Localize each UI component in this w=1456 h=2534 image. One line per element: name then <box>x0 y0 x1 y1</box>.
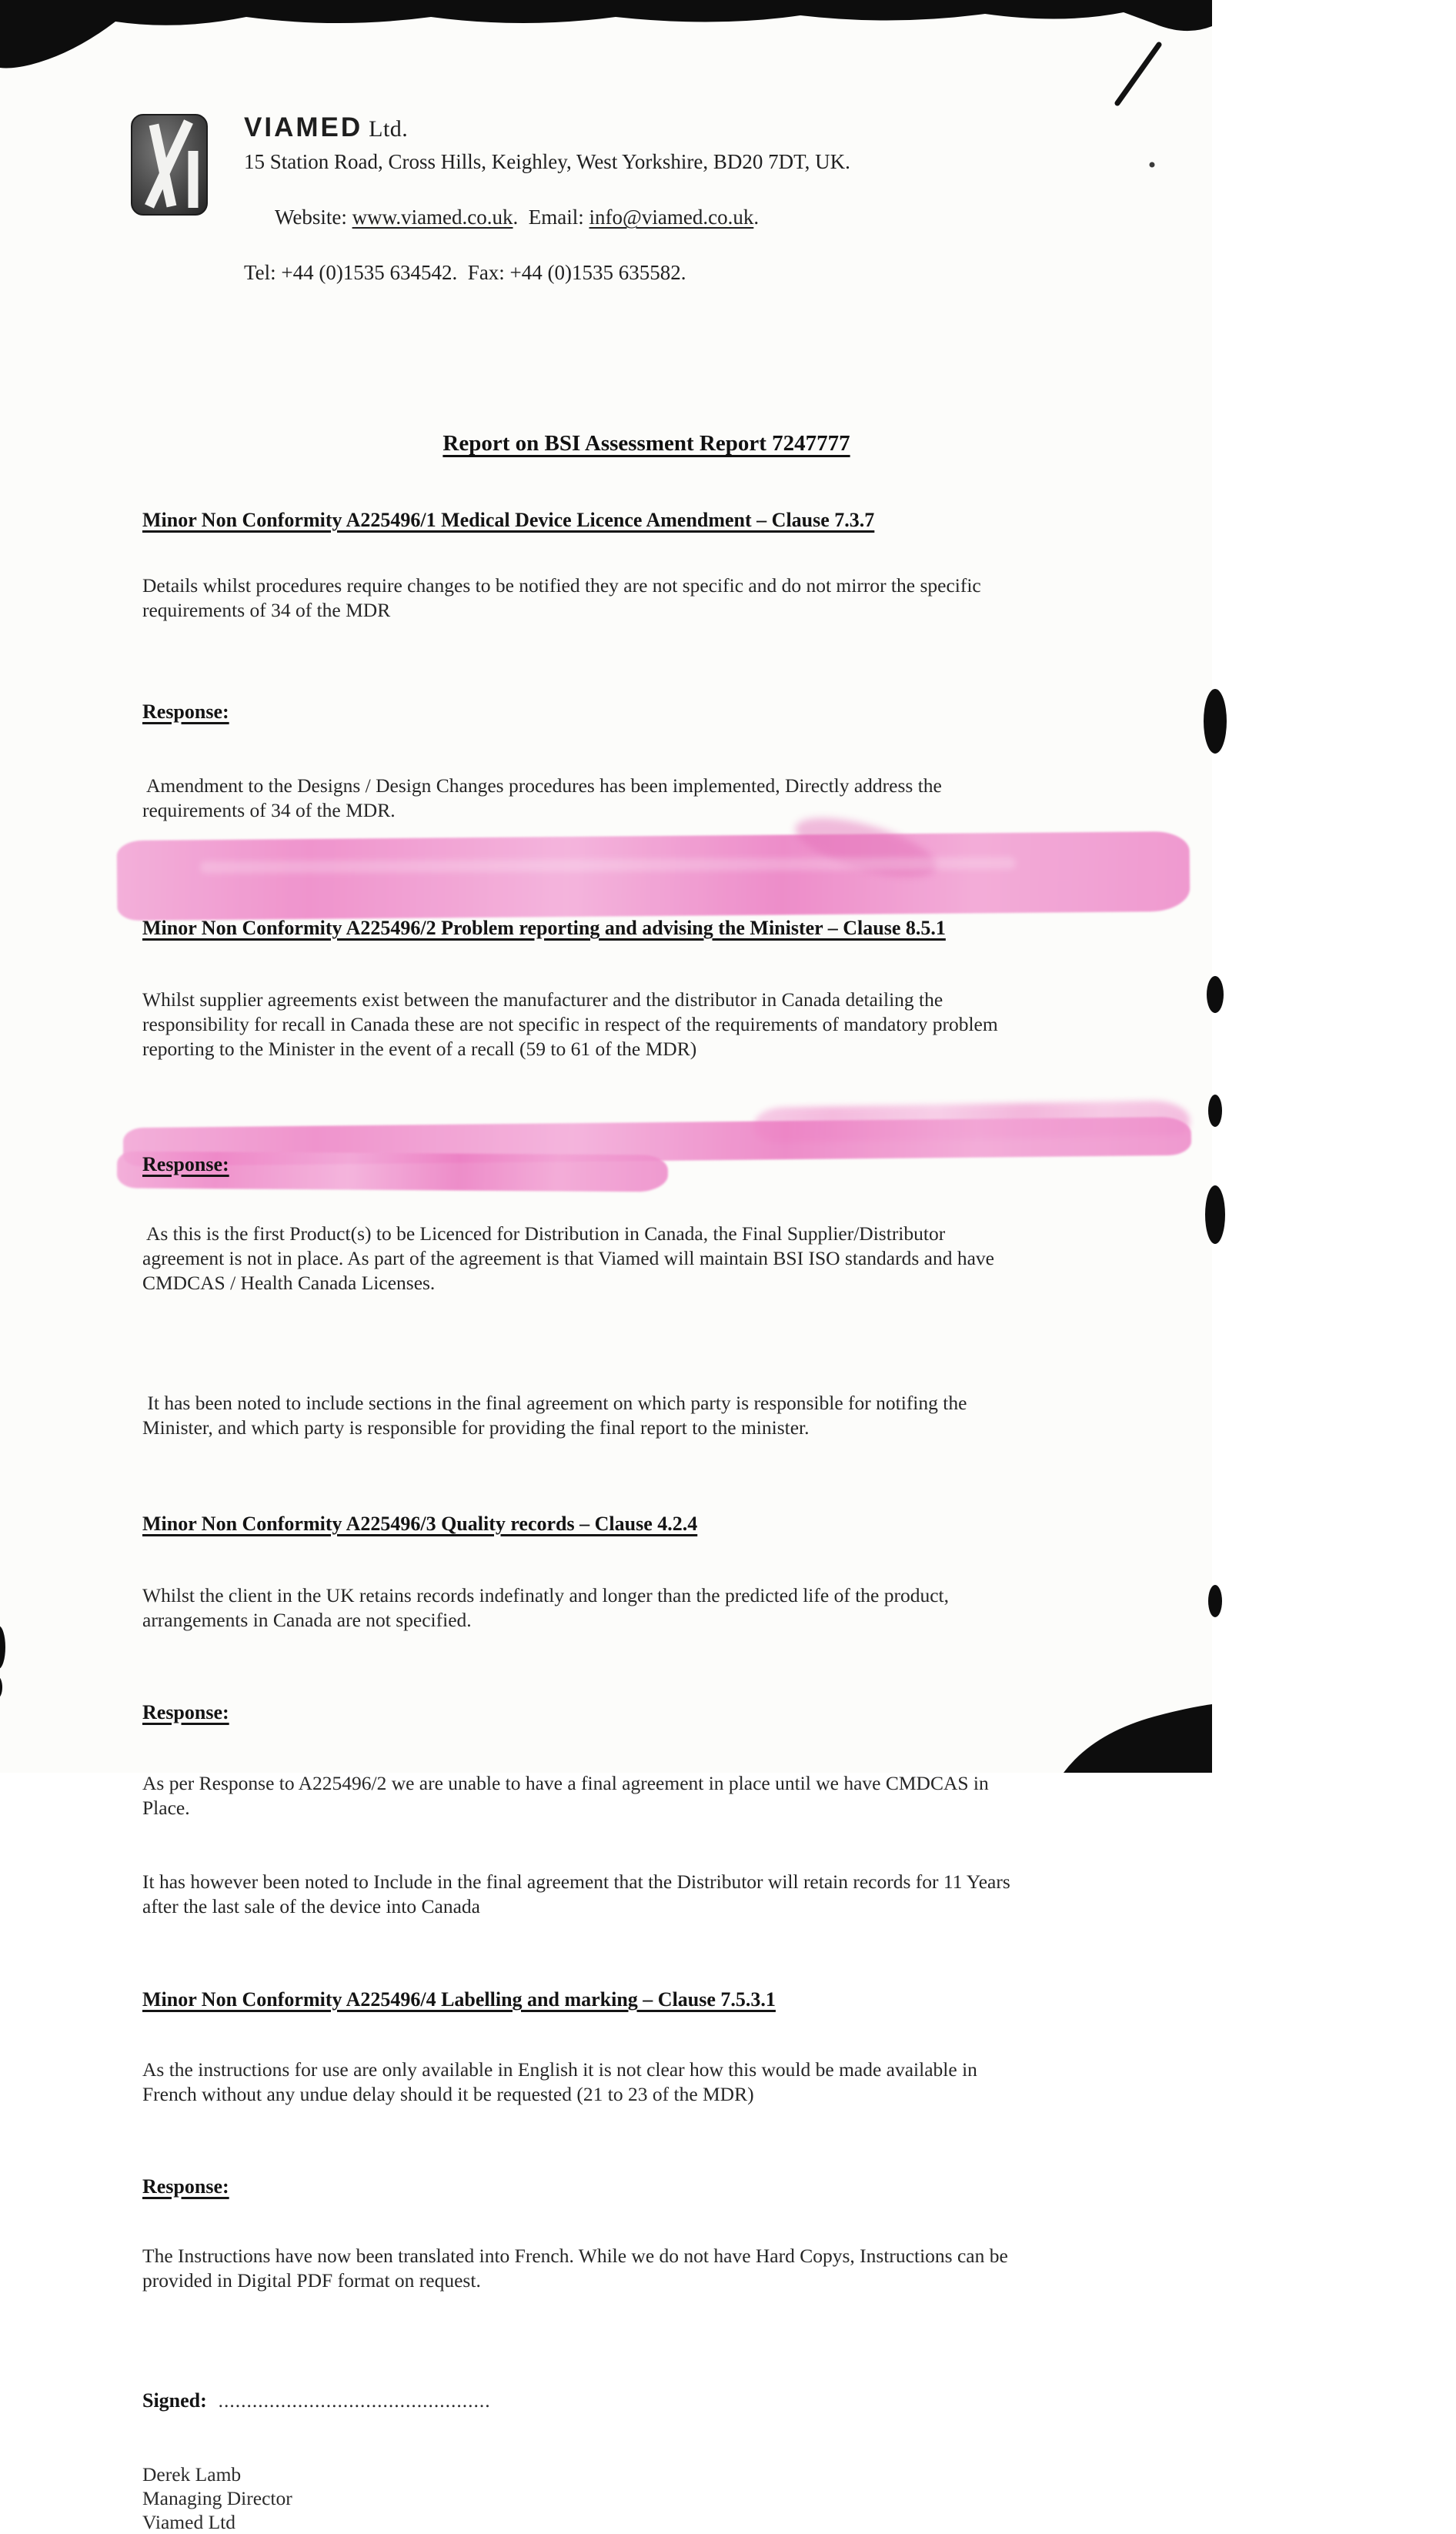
section3-response <box>142 1771 1354 1820</box>
section3-body-line2: arrangements in Canada are not specified. <box>142 1609 472 1631</box>
signatory-name: Derek Lamb <box>142 2463 242 2486</box>
section4-heading: Minor Non Conformity A225496/4 Labelling and marking – Clause 7.5.3.1 <box>142 1988 776 2011</box>
report-title: Report on BSI Assessment Report 7247777 <box>442 431 850 456</box>
section2-response <box>142 1222 1354 1295</box>
viamed-logo <box>131 114 208 216</box>
section1-body-line2: requirements of 34 of the MDR <box>142 599 391 621</box>
section4-response-line2: provided in Digital PDF format on request. <box>142 2269 481 2292</box>
section2-heading: Minor Non Conformity A225496/2 Problem reporting and advising the Minister – Clause 8.5.1 <box>142 917 946 939</box>
section3-response-line2: Place. <box>142 1797 190 1819</box>
section1-response-label: Response: <box>142 700 229 723</box>
company-suffix: Ltd. <box>362 116 409 142</box>
section1-response-line2: requirements of 34 of the MDR. <box>142 799 396 821</box>
signed-line <box>142 2389 1354 2413</box>
tel-fax-line: Tel: +44 (0)1535 634542. Fax: +44 (0)1535 635582. <box>244 261 686 284</box>
company-line <box>244 112 1456 148</box>
web-email-line <box>244 176 1456 259</box>
section3-response-label: Response: <box>142 1701 229 1723</box>
section2-response-line2: agreement is not in place. As part of the agreement is that Viamed will maintain BSI ISO standards and have <box>142 1247 994 1269</box>
website-label: Website: <box>275 206 352 229</box>
section2-response-line3: CMDCAS / Health Canada Licenses. <box>142 1272 436 1294</box>
section3-response-label-wrap <box>142 1701 1354 1724</box>
section2-body-line1: Whilst supplier agreements exist between the manufacturer and the distributor in Canada detailing the <box>142 988 943 1011</box>
scan-artifact-left-nick-2 <box>0 1677 2 1698</box>
section4-body <box>142 2058 1354 2107</box>
section1-body-line1: Details whilst procedures require changes to be notified they are not specific and do not mirror the specific <box>142 574 981 597</box>
scan-artifact-top-band <box>0 0 1212 69</box>
section2-highlight-line2: Minister, and which party is responsible for providing the final report to the minister. <box>142 1416 810 1439</box>
section3-highlight-line2: after the last sale of the device into Canada <box>142 1895 480 1917</box>
section4-response-line1: The Instructions have now been translated into French. While we do not have Hard Copys, Instructions can be <box>142 2245 1008 2267</box>
separator-dot: . <box>513 206 529 229</box>
section2-response-label-wrap <box>142 1153 1354 1176</box>
section2-body-line3: reporting to the Minister in the event of a recall (59 to 61 of the MDR) <box>142 1038 697 1060</box>
section2-body <box>142 988 1354 1061</box>
letterhead <box>244 112 1456 286</box>
scan-artifact-top-right-scratch <box>1117 45 1159 103</box>
website-link[interactable]: www.viamed.co.uk <box>352 206 513 229</box>
section3-response-line1: As per Response to A225496/2 we are unable to have a final agreement in place until we have CMDCAS in <box>142 1772 989 1794</box>
section1-response <box>142 774 1354 823</box>
signature-block <box>142 2462 1354 2534</box>
section4-response-label: Response: <box>142 2175 229 2198</box>
section3-heading: Minor Non Conformity A225496/3 Quality records – Clause 4.2.4 <box>142 1513 698 1535</box>
section2-body-line2: responsibility for recall in Canada these are not specific in respect of the requirements of mandatory problem <box>142 1013 998 1035</box>
email-link[interactable]: info@viamed.co.uk <box>589 206 754 229</box>
highlight-blob-1 <box>117 831 1191 921</box>
separator-dot2: . <box>753 206 760 229</box>
signatory-role: Managing Director <box>142 2487 292 2509</box>
scan-artifact-right-nick-3 <box>1208 1095 1222 1127</box>
section4-body-line2: French without any undue delay should it be requested (21 to 23 of the MDR) <box>142 2083 754 2105</box>
section1-heading: Minor Non Conformity A225496/1 Medical Device Licence Amendment – Clause 7.3.7 <box>142 509 875 531</box>
section1-response-label-wrap <box>142 700 1354 724</box>
section4-response-label-wrap <box>142 2175 1354 2198</box>
signatory-company: Viamed Ltd <box>142 2511 235 2533</box>
company-address: 15 Station Road, Cross Hills, Keighley, West Yorkshire, BD20 7DT, UK. <box>244 150 850 173</box>
email-label: Email: <box>528 206 589 229</box>
section4-response <box>142 2244 1354 2293</box>
section2-highlight-line1: It has been noted to include sections in the final agreement on which party is responsible for notifing the <box>142 1392 967 1414</box>
section1-body <box>142 573 1354 623</box>
section3-highlight-line1: It has however been noted to Include in the final agreement that the Distributor will retain records for 11 Years <box>142 1870 1010 1893</box>
section2-highlighted-note <box>142 1391 1354 1440</box>
section2-response-line1: As this is the first Product(s) to be Licenced for Distribution in Canada, the Final Supplier/Distributor <box>142 1222 946 1245</box>
scan-artifact-left-nick-1 <box>0 1626 5 1669</box>
section4-body-line1: As the instructions for use are only available in English it is not clear how this would be made available in <box>142 2058 977 2081</box>
section3-body-line1: Whilst the client in the UK retains records indefinatly and longer than the predicted life of the product, <box>142 1584 949 1606</box>
section3-body <box>142 1583 1354 1633</box>
company-name: VIAMED <box>244 112 363 142</box>
signed-label: Signed: <box>142 2389 207 2412</box>
section2-response-label: Response: <box>142 1153 229 1175</box>
section3-highlighted-note <box>142 1870 1354 1919</box>
signature-dotted-line: ................................................ <box>206 2389 491 2412</box>
section1-response-line1: Amendment to the Designs / Design Changes procedures has been implemented, Directly address the <box>142 774 942 797</box>
